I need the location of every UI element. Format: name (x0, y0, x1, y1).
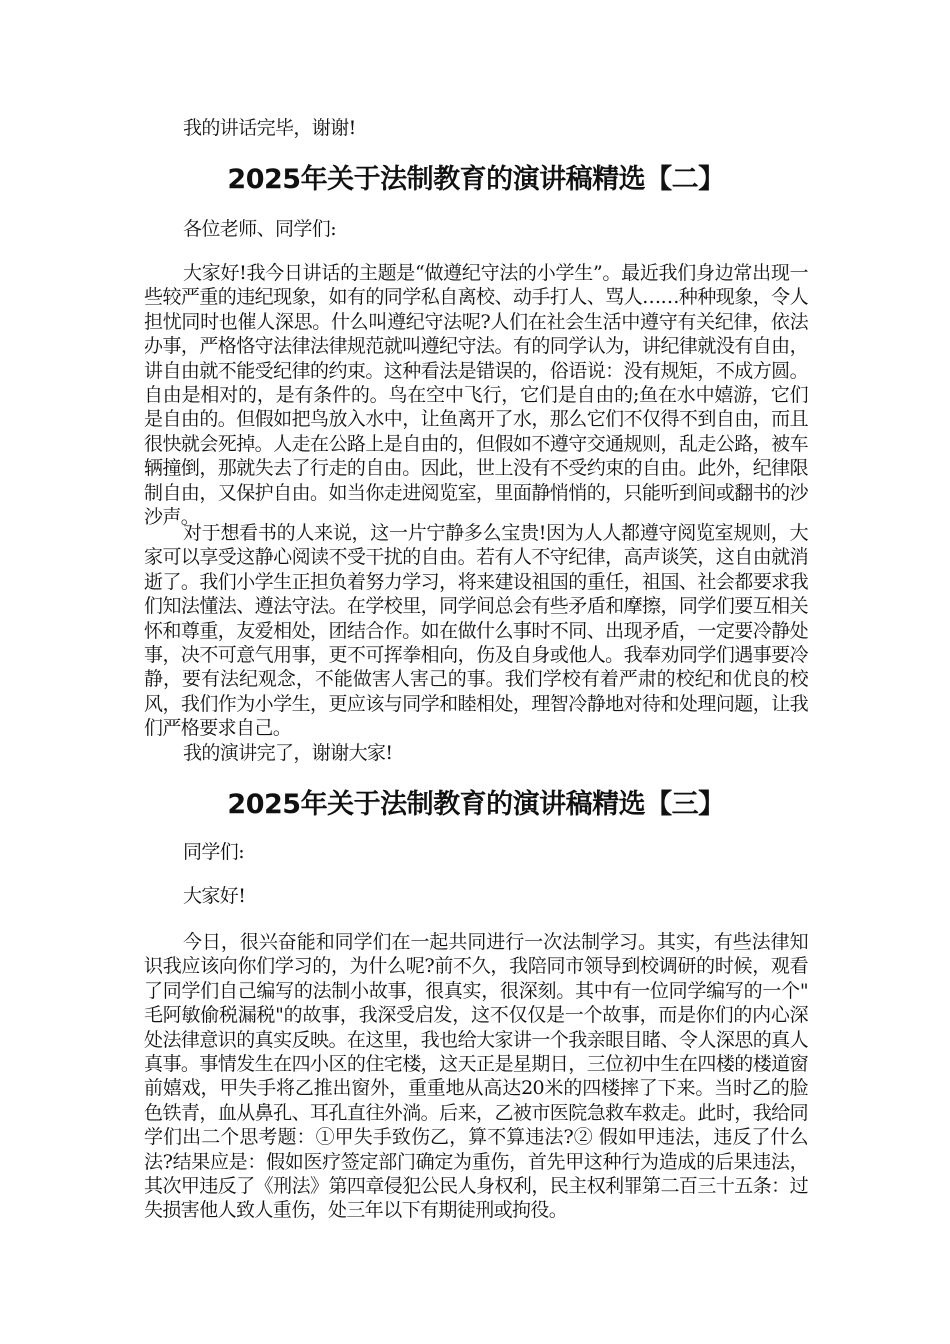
greeting-2: 各位老师、同学们: (183, 218, 337, 240)
greeting-3b: 大家好! (183, 885, 246, 907)
closing-line-2: 我的演讲完了，谢谢大家! (183, 742, 393, 764)
greeting-3a: 同学们: (183, 841, 245, 863)
closing-line-1: 我的讲话完毕，谢谢! (183, 117, 356, 139)
paragraph-2a: 大家好!我今日讲话的主题是“做遵纪守法的小学生”。最近我们身边常出现一些较严重的违纪现象，如有的同学私自离校、动手打人、骂人……种种现象，令人担忧同时也催人深思。什么叫遵纪守法呢?人们在社会生活中遵守有关纪律，依法办事，严格恪守法律法律规范就叫遵纪守法。有的同学认为，讲纪律就没有自由，讲自由就不能受纪律的约束。这种看法是错误的，俗语说：没有规矩，不成方圆。自由是相对的，是有条件的。鸟在空中飞行，它们是自由的;鱼在水中嬉游，它们是自由的。但假如把鸟放入水中，让鱼离开了水，那么它们不仅得不到自由，而且很快就会死掉。人走在公路上是自由的，但假如不遵守交通规则，乱走公路，被车辆撞倒，那就失去了行走的自由。因此，世上没有不受约束的自由。此外，纪律限制自由，又保护自由。如当你走进阅览室，里面静悄悄的，只能听到间或翻书的沙沙声。 (144, 262, 808, 529)
section-title-3: 2025年关于法制教育的演讲稿精选【三】 (227, 789, 725, 820)
paragraph-2b: 对于想看书的人来说，这一片宁静多么宝贵!因为人人都遵守阅览室规则，大家可以享受这静心阅读不受干扰的自由。若有人不守纪律，高声谈笑，这自由就消逝了。我们小学生正担负着努力学习，将来建设祖国的重任，祖国、社会都要求我们知法懂法、遵法守法。在学校里，同学间总会有些矛盾和摩擦，同学们要互相关怀和尊重，友爱相处，团结合作。如在做什么事时不同、出现矛盾，一定要冷静处事，决不可意气用事，更不可挥拳相向，伤及自身或他人。我奉劝同学们遇事要冷静，要有法纪观念，不能做害人害己的事。我们学校有着严肃的校纪和优良的校风，我们作为小学生，更应该与同学和睦相处，理智冷静地对待和处理问题，让我们严格要求自己。 (144, 522, 808, 740)
section-title-2: 2025年关于法制教育的演讲稿精选【二】 (227, 164, 725, 195)
paragraph-3: 今日，很兴奋能和同学们在一起共同进行一次法制学习。其实，有些法律知识我应该向你们学习的，为什么呢?前不久，我陪同市领导到校调研的时候，观看了同学们自己编写的法制小故事，很真实，很深刻。其中有一位同学编写的一个" 毛阿敏偷税漏税"的故事，我深受启发，这不仅仅是一个故事，而是你们的内心深处法律意识的真实反映。在这里，我也给大家讲一个我亲眼目睹、令人深思的真人真事。事情发生在四小区的住宅楼，这天正是星期日，三位初中生在四楼的楼道窗前嬉戏，甲失手将乙推出窗外，重重地从高达20米的四楼摔了下来。当时乙的脸色铁青，血从鼻孔、耳孔直往外淌。后来，乙被市医院急救车救走。此时，我给同学们出二个思考题：①甲失手致伤乙，算不算违法?② 假如甲违法，违反了什么法?结果应是：假如医疗签定部门确定为重伤，首先甲这种行为造成的后果违法，其次甲违反了《刑法》第四章侵犯公民人身权利，民主权利罪第二百三十五条：过失损害他人致人重伤，处三年以下有期徒刑或拘役。 (144, 931, 808, 1222)
